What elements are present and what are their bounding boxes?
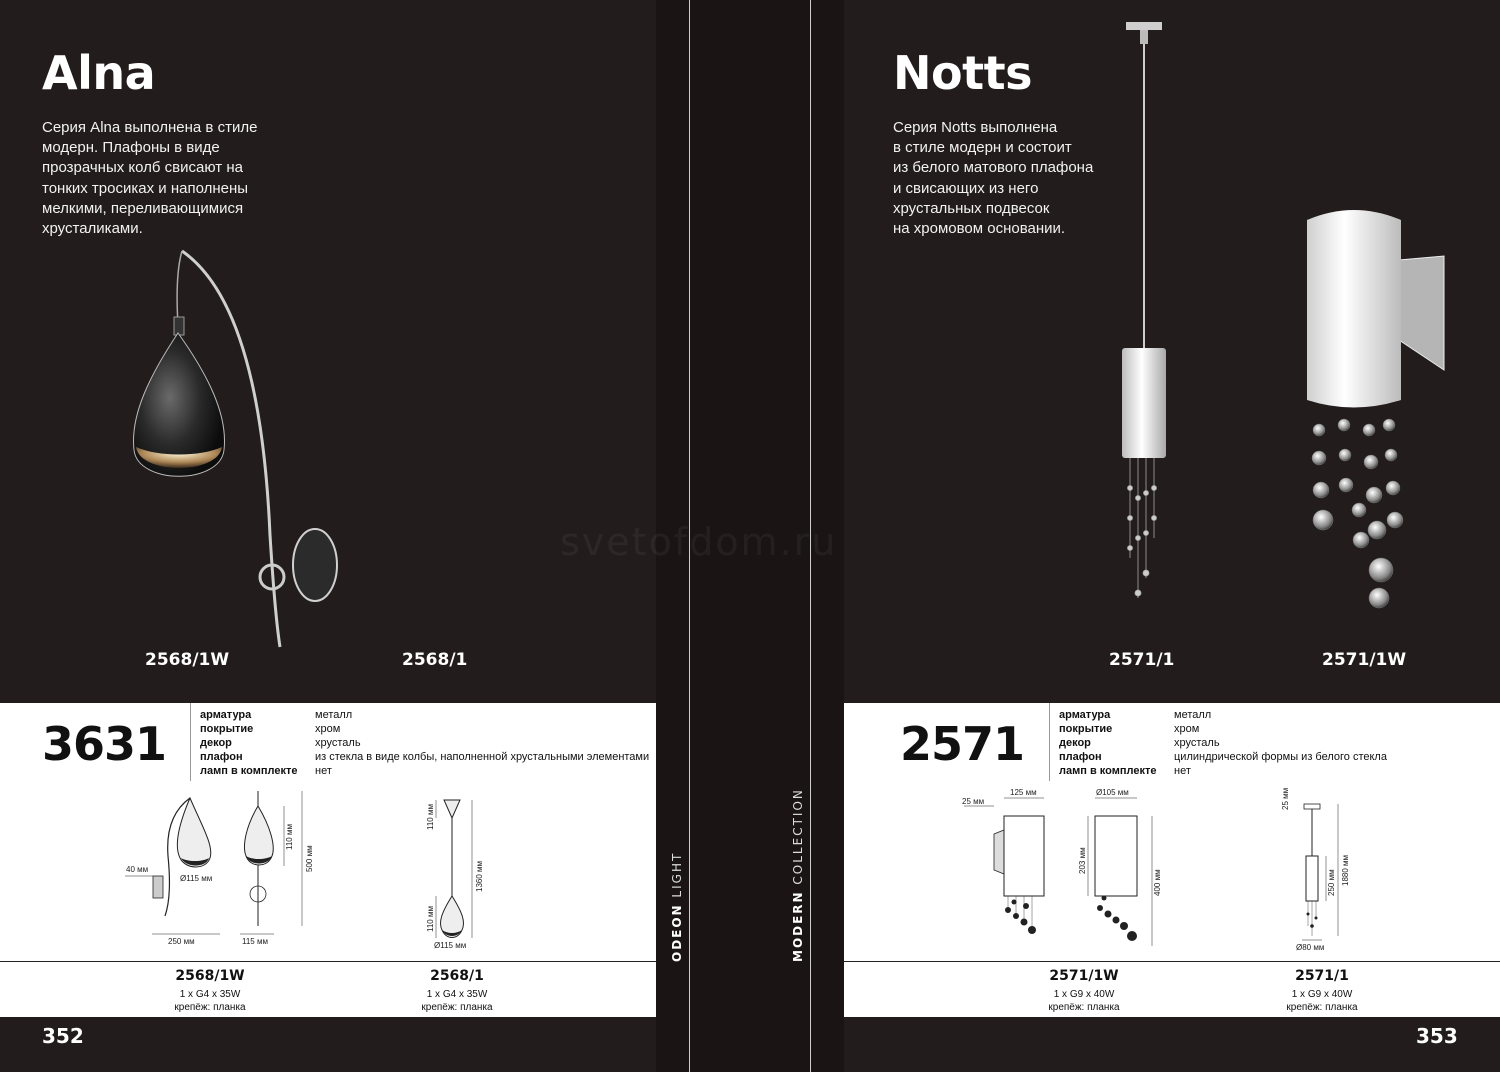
- model-lamps: 1 x G4 x 35W: [426, 989, 488, 1000]
- description-line: в стиле модерн и состоит: [893, 139, 1072, 157]
- spec-key: арматура: [1059, 709, 1111, 721]
- spec-divider: [1049, 703, 1050, 781]
- description-line: и свисающих из него: [893, 179, 1039, 197]
- spine-brand: [670, 852, 684, 962]
- diagram-2568-1w-side: [232, 786, 322, 956]
- series-title: Alna: [42, 46, 156, 100]
- model-footer: [0, 961, 656, 1017]
- spec-value: хром: [315, 723, 341, 735]
- dimension-diagrams: [844, 781, 1500, 961]
- spec-row: [200, 764, 650, 778]
- dimension-label: Ø105 мм: [1096, 788, 1129, 797]
- dimension-label: 125 мм: [1010, 788, 1037, 797]
- series-code: 3631: [42, 717, 167, 771]
- dimension-diagrams: [0, 781, 656, 961]
- photo-label: 2568/1: [402, 650, 468, 670]
- spec-value: металл: [1174, 709, 1212, 721]
- dimension-label: 1880 мм: [1341, 854, 1350, 886]
- description-line: прозрачных колб свисают на: [42, 159, 243, 177]
- spec-value: цилиндрической формы из белого стекла: [1174, 751, 1387, 763]
- dimension-label: 400 мм: [1153, 869, 1162, 896]
- model-name: 2571/1W: [1049, 968, 1119, 984]
- model-footer: [844, 961, 1500, 1017]
- description-line: Серия Alna выполнена в стиле: [42, 119, 258, 136]
- spec-key: декор: [1059, 737, 1091, 749]
- spec-value: нет: [1174, 765, 1191, 777]
- spec-row: [200, 722, 650, 736]
- dimension-label: 110 мм: [426, 804, 435, 830]
- photo-label: 2571/1: [1109, 650, 1175, 670]
- photo-label: 2568/1W: [145, 650, 230, 670]
- spec-row: [200, 708, 650, 722]
- model-name: 2568/1: [430, 968, 484, 984]
- spec-value: нет: [315, 765, 332, 777]
- model-lamps: 1 x G9 x 40W: [1053, 989, 1115, 1000]
- bottom-strip: [0, 1017, 656, 1072]
- spec-key: ламп в комплекте: [1059, 765, 1157, 777]
- spec-key: покрытие: [1059, 723, 1113, 735]
- spec-divider: [190, 703, 191, 781]
- description-line: из белого матового плафона: [893, 159, 1094, 177]
- model-mount: крепёж: планка: [1286, 1002, 1358, 1013]
- spec-row: [1059, 722, 1489, 736]
- model-name: 2568/1W: [175, 968, 245, 984]
- description-line: на хромовом основании.: [893, 220, 1066, 238]
- spec-value: из стекла в виде колбы, наполненной хрустальными элементами: [315, 751, 650, 763]
- product-photo-2571-1: [1104, 18, 1184, 618]
- dimension-label: 203 мм: [1078, 847, 1087, 874]
- description-line: хрусталиками.: [42, 220, 143, 238]
- dimension-label: 500 мм: [305, 845, 314, 872]
- description-line: тонких тросиках и наполнены: [42, 179, 249, 197]
- description-line: модерн. Плафоны в виде: [42, 139, 220, 157]
- left-page: [0, 0, 656, 1072]
- product-photo-2568-1: [395, 0, 580, 670]
- collection-bold: MODERN: [791, 890, 805, 962]
- spec-value: металл: [315, 709, 353, 721]
- bottom-strip: [844, 1017, 1500, 1072]
- collection-light: COLLECTION: [791, 788, 805, 885]
- spec-row: [200, 736, 650, 750]
- dimension-label: 250 мм: [1327, 869, 1336, 896]
- series-title: Notts: [893, 46, 1032, 100]
- spec-row: [1059, 736, 1489, 750]
- spec-key: покрытие: [200, 723, 254, 735]
- diagram-2571-1w: [954, 786, 1154, 956]
- spec-key: ламп в комплекте: [200, 765, 298, 777]
- dimension-label: 115 мм: [242, 937, 268, 946]
- series-description: [893, 118, 1093, 239]
- model-mount: крепёж: планка: [421, 1002, 493, 1013]
- brand-light: LIGHT: [670, 851, 684, 898]
- model-mount: крепёж: планка: [1048, 1002, 1120, 1013]
- diagram-2571-1w-height: [1144, 786, 1164, 956]
- spec-row: [1059, 750, 1489, 764]
- diagram-2571-1: [1274, 786, 1374, 956]
- model-name: 2571/1: [1295, 968, 1349, 984]
- product-photo-2568-1w: [120, 235, 360, 655]
- dimension-label: Ø115 мм: [434, 941, 467, 950]
- model-lamps: 1 x G4 x 35W: [179, 989, 241, 1000]
- diagram-2568-1: [420, 796, 500, 956]
- product-photo-2571-1w: [1299, 200, 1459, 620]
- spec-band: [0, 703, 656, 781]
- dimension-label: 110 мм: [285, 824, 294, 850]
- description-line: мелкими, переливающимися: [42, 199, 244, 217]
- dimension-label: 110 мм: [426, 906, 435, 932]
- spec-row: [1059, 764, 1489, 778]
- description-line: хрустальных подвесок: [893, 199, 1050, 217]
- spec-row: [200, 750, 650, 764]
- dimension-label: Ø115 мм: [180, 874, 213, 883]
- spec-value: хрусталь: [1174, 737, 1220, 749]
- dimension-label: 25 мм: [1281, 787, 1290, 810]
- spec-key: плафон: [1059, 751, 1102, 763]
- spec-row: [1059, 708, 1489, 722]
- watermark: svetofdom.ru: [560, 520, 838, 564]
- brand-bold: ODEON: [670, 903, 684, 962]
- spine-collection: [791, 788, 805, 962]
- series-code: 2571: [900, 717, 1025, 771]
- spec-key: плафон: [200, 751, 243, 763]
- spec-value: хром: [1174, 723, 1200, 735]
- model-lamps: 1 x G9 x 40W: [1291, 989, 1353, 1000]
- photo-label: 2571/1W: [1322, 650, 1407, 670]
- spec-value: хрусталь: [315, 737, 361, 749]
- right-page: [844, 0, 1500, 1072]
- spec-key: декор: [200, 737, 232, 749]
- model-mount: крепёж: планка: [174, 1002, 246, 1013]
- spec-band: [844, 703, 1500, 781]
- series-description: [42, 118, 257, 239]
- dimension-label: Ø80 мм: [1296, 943, 1325, 952]
- spec-key: арматура: [200, 709, 252, 721]
- dimension-label: 1360 мм: [475, 860, 484, 892]
- page-number: 352: [42, 1024, 84, 1048]
- dimension-label: 25 мм: [962, 797, 985, 806]
- dimension-label: 40 мм: [126, 865, 149, 874]
- page-number: 353: [1416, 1024, 1458, 1048]
- dimension-label: 250 мм: [168, 937, 195, 946]
- description-line: Серия Notts выполнена: [893, 119, 1058, 136]
